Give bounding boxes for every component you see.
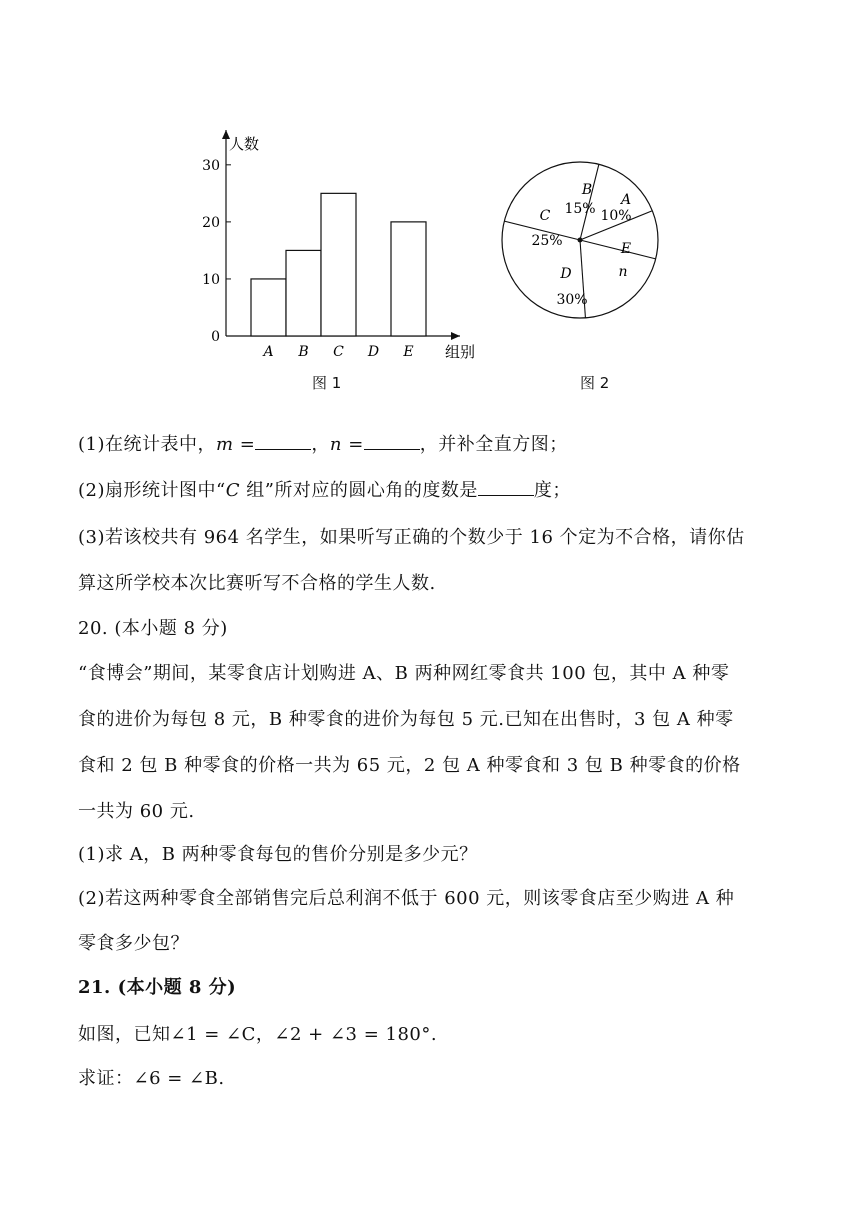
q19-part3-line1: (3)若该校共有 964 名学生，如果听写正确的个数少于 16 个定为不合格，请你估 [78,527,745,548]
q20-part1: (1)求 A，B 两种零食每包的售价分别是多少元？ [78,844,478,865]
figure-1-caption: 图 1 [312,374,342,392]
pie-chart [495,160,665,330]
q21-heading: 21. (本小题 8 分) [78,977,237,998]
x-axis-arrow [451,332,460,340]
blank-m[interactable] [255,435,311,450]
q21-line1: 如图，已知∠1 = ∠C，∠2 + ∠3 = 180°. [78,1024,438,1045]
pie-value-label: 25% [531,233,563,249]
x-tick-label: B [298,344,309,360]
y-tick-label: 10 [202,271,220,288]
bar-chart [195,125,475,365]
pie-value-label: 10% [600,208,632,224]
q21-line2: 求证：∠6 = ∠B. [78,1068,225,1089]
pie-label: B [581,182,593,198]
x-tick-label: E [403,344,414,360]
pie-value-label: 30% [556,292,588,308]
pie-label: D [560,266,572,282]
q20-part2-line2: 零食多少包？ [78,933,189,954]
y-tick-label: 20 [202,214,220,231]
bar-xlabel: 组别 [445,343,475,361]
q20-line3: 食和 2 包 B 种零食的价格一共为 65 元，2 包 A 种零食和 3 包 B 种零食的价格 [78,755,741,776]
pie-label: C [539,208,551,224]
x-tick-label: C [333,344,344,360]
bar-A [251,279,286,336]
y-tick-label: 0 [211,329,220,345]
q20-heading: 20. (本小题 8 分) [78,618,228,639]
figure-2-caption: 图 2 [580,374,610,392]
q20-part2-line1: (2)若这两种零食全部销售完后总利润不低于 600 元，则该零食店至少购进 A 种 [78,888,735,909]
bar-ylabel: 人数 [229,135,260,153]
q20-line4: 一共为 60 元. [78,801,195,822]
pie-value-label: 15% [564,201,596,217]
bar-E [391,222,426,336]
q19-part1: (1)在统计表中，m = ，n = ，并补全直方图； [78,434,568,455]
pie-label: A [620,192,632,208]
x-tick-label: D [367,344,380,360]
pie-value-label: n [618,264,628,280]
y-tick-label: 30 [202,157,220,174]
q20-line1: “食博会”期间，某零食店计划购进 A、B 两种网红零食共 100 包，其中 A 种零 [78,663,730,684]
bar-B [286,250,321,336]
blank-n[interactable] [364,435,420,450]
q19-part3-line2: 算这所学校本次比赛听写不合格的学生人数. [78,573,436,594]
q19-part2: (2)扇形统计图中“C 组”所对应的圆心角的度数是 度； [78,480,571,501]
pie-center [578,238,583,243]
pie-label: E [620,241,632,257]
x-tick-label: A [263,344,274,360]
bar-C [321,193,356,336]
q20-line2: 食的进价为每包 8 元，B 种零食的进价为每包 5 元.已知在出售时，3 包 A 种零 [78,709,734,730]
blank-angle[interactable] [478,481,534,496]
